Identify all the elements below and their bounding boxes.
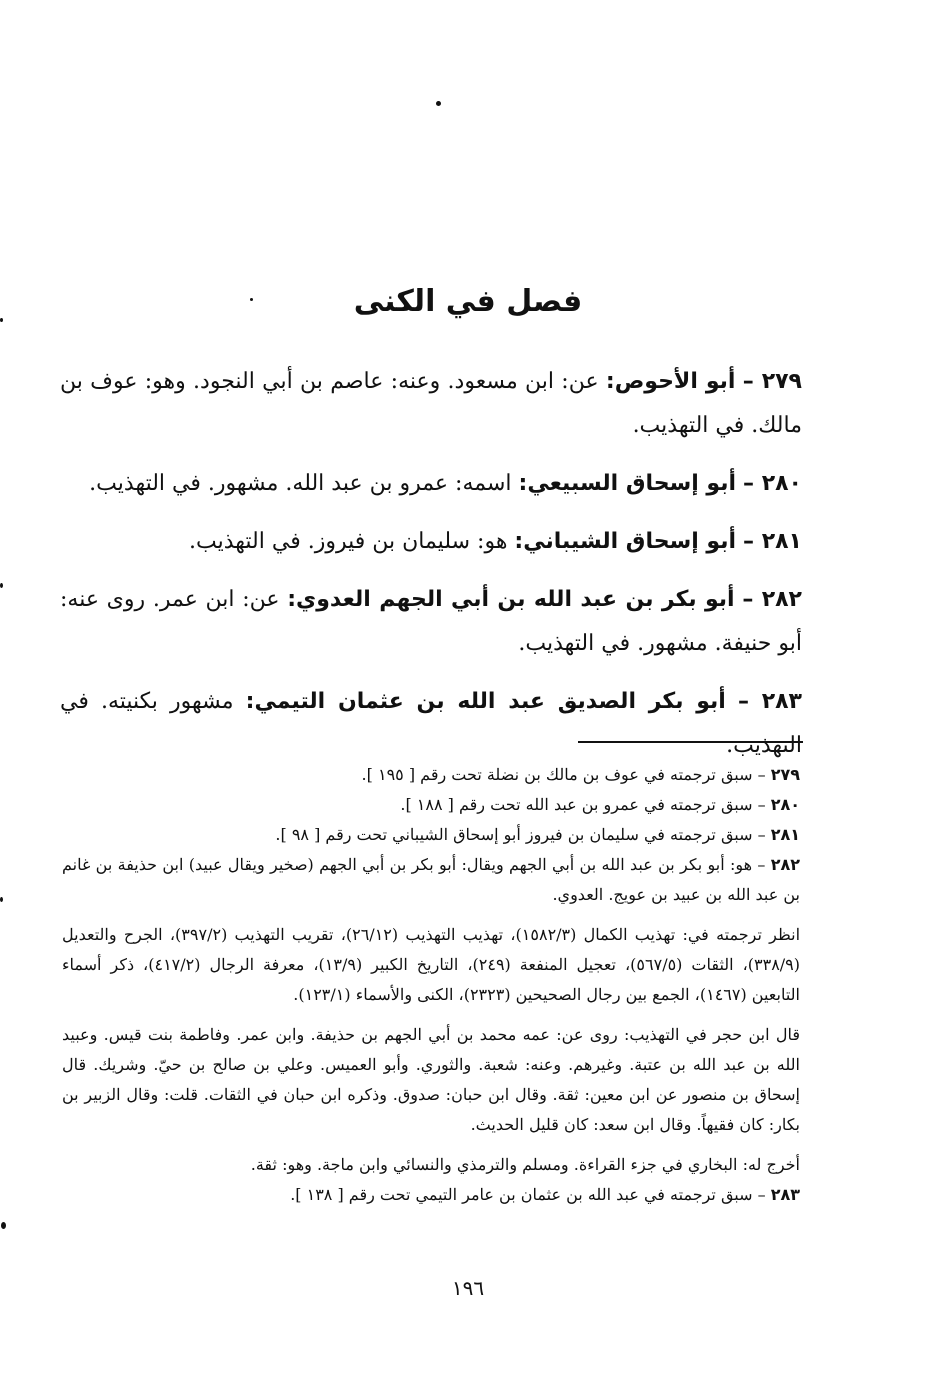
entry-name: أبو الأحوص:	[605, 369, 736, 394]
footnote-text: – سبق ترجمته في عمرو بن عبد الله تحت رقم [ ١٨٨ ].	[400, 795, 766, 814]
entry-number: ٢٧٩ –	[742, 369, 802, 394]
entry-283	[60, 680, 802, 768]
entry-text: عن: ابن مسعود. وعنه: عاصم بن أبي النجود. وهو: عوف بن مالك. في التهذيب.	[60, 369, 802, 438]
entry-number: ٢٨٣ –	[737, 689, 802, 714]
entry-282	[60, 578, 802, 666]
footnote-ibn-hajar: قال ابن حجر في التهذيب: روى عن: عمه محمد بن أبي الجهم بن حذيفة. وابن عمر. وفاطمة بنت قيس. وعبيد الله بن عبد الله بن عتبة. وغيرهم. وعنه: شعبة. والثوري. وأبو العميس. وعلي بن صالح بن حيّ. وشريك. قال إسحاق بن منصور عن ابن معين: ثقة. وقال ابن حبان: صدوق. وذكره ابن حبان في الثقات. قلت: وقال الزبير بن بكار: كان فقيهاً. وقال ابن سعد: كان قليل الحديث.	[62, 1025, 801, 1134]
speck-top	[436, 101, 441, 106]
entry-281	[60, 520, 802, 564]
page-number: ١٩٦	[451, 1276, 485, 1300]
speck-left-3	[0, 897, 3, 902]
speck-left-4	[1, 1222, 6, 1229]
footnote-text: – سبق ترجمته في عبد الله بن عثمان بن عامر التيمي تحت رقم [ ١٣٨ ].	[290, 1185, 766, 1204]
entry-number: ٢٨٠ –	[743, 471, 802, 496]
footnote-number: ٢٨٠	[770, 795, 800, 814]
section-title: فصل في الكنى	[353, 284, 583, 319]
entry-text: اسمه: عمرو بن عبد الله. مشهور. في التهذيب.	[89, 471, 512, 496]
entry-name: أبو إسحاق السبيعي:	[518, 471, 737, 496]
footnote-takhrij: أخرج له: البخاري في جزء القراءة. ومسلم والترمذي والنسائي وابن ماجة. وهو: ثقة.	[250, 1155, 800, 1174]
entry-name: أبو بكر بن عبد الله بن أبي الجهم العدوي:	[287, 587, 735, 612]
footnote-text: – هو: أبو بكر بن عبد الله بن أبي الجهم ويقال: أبو بكر بن أبي الجهم (صخير ويقال عبيد) ابن حذيفة بن غانم بن عبد الله بن عبيد بن عويج. العدوي.	[62, 855, 800, 904]
entry-number: ٢٨٢ –	[742, 587, 802, 612]
footnote-283	[62, 1180, 800, 1210]
speck-left-2	[0, 583, 3, 588]
footnote-number: ٢٨٢	[770, 855, 800, 874]
footnote-text: – سبق ترجمته في سليمان بن فيروز أبو إسحاق الشيباني تحت رقم [ ٩٨ ].	[275, 825, 766, 844]
entries-list	[60, 360, 802, 782]
footnote-282	[62, 850, 800, 910]
entry-text: هو: سليمان بن فيروز. في التهذيب.	[189, 529, 508, 554]
footnote-281	[62, 820, 800, 850]
footnote-280	[62, 790, 800, 820]
entry-name: أبو إسحاق الشيباني:	[514, 529, 737, 554]
footnote-279	[62, 760, 800, 790]
footnote-text: – سبق ترجمته في عوف بن مالك بن نضلة تحت رقم [ ١٩٥ ].	[361, 765, 766, 784]
footnote-number: ٢٨١	[770, 825, 800, 844]
entry-number: ٢٨١ –	[743, 529, 802, 554]
footnotes	[62, 760, 800, 1210]
entry-279	[60, 360, 802, 448]
entry-name: أبو بكر الصديق عبد الله بن عثمان التيمي:	[245, 689, 726, 714]
footnote-separator	[578, 741, 803, 743]
footnote-number: ٢٧٩	[770, 765, 800, 784]
footnote-number: ٢٨٣	[770, 1185, 800, 1204]
entry-text: مشهور بكنيته. في التهذيب.	[60, 689, 802, 758]
footnote-references: انظر ترجمته في: تهذيب الكمال (١٥٨٢/٣)، تهذيب التهذيب (٢٦/١٢)، تقريب التهذيب (٣٩٧/٢)، الجرح والتعديل (٣٣٨/٩)، الثقات (٥٦٧/٥)، تعجيل المنفعة (٢٤٩)، التاريخ الكبير (١٣/٩)، معرفة الرجال (٤١٧/٢)، ذكر أسماء التابعين (١٤٦٧)، الجمع بين رجال الصحيحين (٢٣٢٣)، الكنى والأسماء (١٢٣/١).	[62, 925, 801, 1004]
entry-280	[60, 462, 802, 506]
entry-text: عن: ابن عمر. روى عنه: أبو حنيفة. مشهور. في التهذيب.	[60, 587, 802, 656]
